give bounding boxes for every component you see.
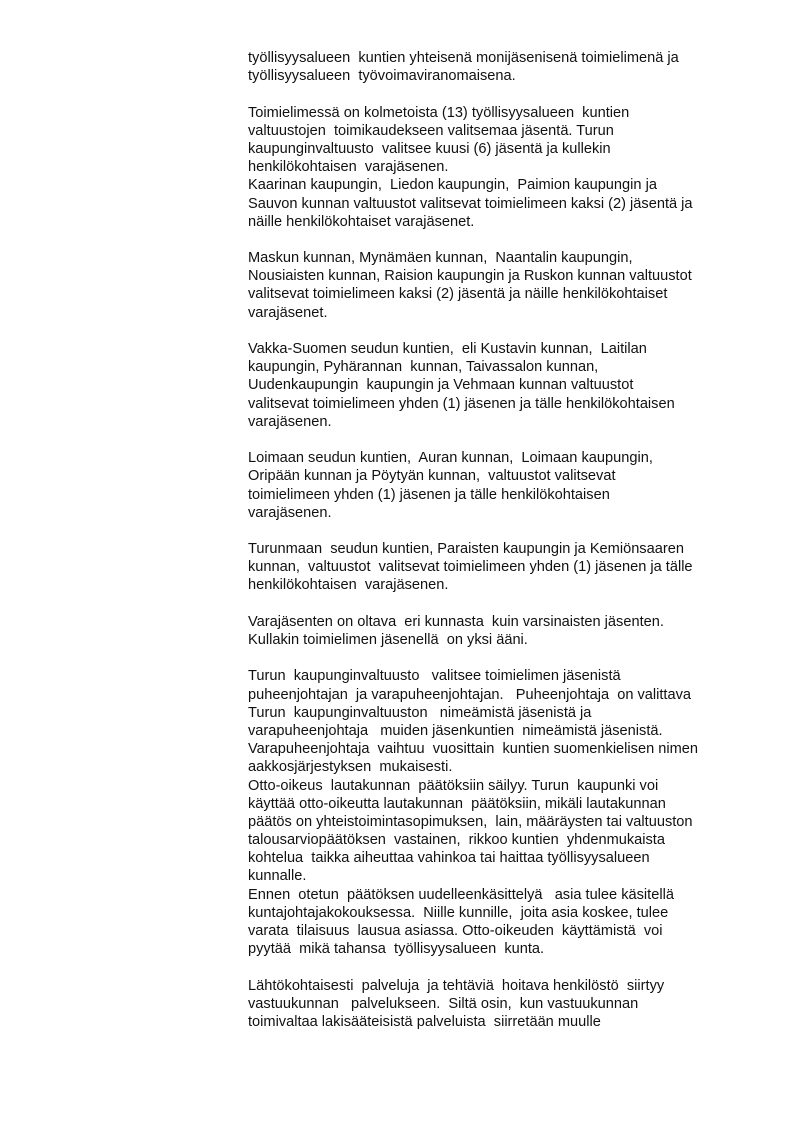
text-line: varajäsenet.	[248, 304, 328, 321]
text-line: varajäsenen.	[248, 413, 332, 430]
text-line: henkilökohtaisen varajäsenen.	[248, 159, 449, 176]
text-line: kaupungin, Pyhärannan kunnan, Taivassalon kunnan,	[248, 359, 599, 376]
text-line: Turun kaupunginvaltuusto valitsee toimielimen jäsenistä	[248, 668, 621, 685]
paragraph-spacer	[248, 85, 748, 103]
text-line: Varapuheenjohtaja vaihtuu vuosittain kuntien suomenkielisen nimen	[248, 741, 698, 758]
text-line: valtuustojen toimikaudekseen valitsemaa jäsentä. Turun	[248, 122, 614, 139]
text-line: kunnalle.	[248, 868, 307, 885]
text-line: Maskun kunnan, Mynämäen kunnan, Naantalin kaupungin,	[248, 250, 633, 267]
text-line: kuntajohtajakokouksessa. Niille kunnille, joita asia koskee, tulee	[248, 904, 669, 921]
paragraph-spacer	[248, 231, 748, 249]
text-line: Oripään kunnan ja Pöytyän kunnan, valtuustot valitsevat	[248, 468, 616, 485]
text-line: pyytää mikä tahansa työllisyysalueen kunta.	[248, 941, 545, 958]
text-line: Sauvon kunnan valtuustot valitsevat toimielimeen kaksi (2) jäsentä ja	[248, 195, 693, 212]
text-line: Toimielimessä on kolmetoista (13) työllisyysalueen kuntien	[248, 104, 630, 121]
text-line: toimielimeen yhden (1) jäsenen ja tälle henkilökohtaisen	[248, 486, 610, 503]
text-line: Loimaan seudun kuntien, Auran kunnan, Loimaan kaupungin,	[248, 450, 653, 467]
text-line: valitsevat toimielimeen kaksi (2) jäsentä ja näille henkilökohtaiset	[248, 286, 668, 303]
paragraph-spacer	[248, 522, 748, 540]
text-line: työllisyysalueen työvoimaviranomaisena.	[248, 68, 516, 85]
paragraph	[248, 49, 748, 85]
paragraph	[248, 977, 748, 1032]
paragraph-spacer	[248, 595, 748, 613]
text-line: Nousiaisten kunnan, Raision kaupungin ja Ruskon kunnan valtuustot	[248, 268, 692, 285]
text-line: Ennen otetun päätöksen uudelleenkäsittelyä asia tulee käsitellä	[248, 886, 674, 903]
text-line: Uudenkaupungin kaupungin ja Vehmaan kunnan valtuustot	[248, 377, 634, 394]
text-line: Varajäsenten on oltava eri kunnasta kuin varsinaisten jäsenten.	[248, 613, 664, 630]
paragraph	[248, 249, 748, 322]
text-line: henkilökohtaisen varajäsenen.	[248, 577, 449, 594]
paragraph	[248, 449, 748, 522]
text-line: valitsevat toimielimeen yhden (1) jäsenen ja tälle henkilökohtaisen	[248, 395, 675, 412]
text-line: aakkosjärjestyksen mukaisesti.	[248, 759, 453, 776]
text-line: käyttää otto-oikeutta lautakunnan päätöksiin, mikäli lautakunnan	[248, 795, 666, 812]
paragraph-spacer	[248, 958, 748, 976]
text-line: Lähtökohtaisesti palveluja ja tehtäviä hoitava henkilöstö siirtyy	[248, 977, 665, 994]
text-line: varata tilaisuus lausua asiassa. Otto-oikeuden käyttämistä voi	[248, 923, 663, 939]
text-line: vastuukunnan palvelukseen. Siltä osin, kun vastuukunnan	[248, 995, 639, 1012]
text-line: kohtelua taikka aiheuttaa vahinkoa tai haittaa työllisyysalueen	[248, 850, 650, 867]
text-line: Kaarinan kaupungin, Liedon kaupungin, Paimion kaupungin ja	[248, 177, 657, 194]
document-body	[248, 49, 748, 1031]
paragraph	[248, 540, 748, 595]
text-line: työllisyysalueen kuntien yhteisenä monijäsenisenä toimielimenä ja	[248, 50, 679, 66]
text-line: Kullakin toimielimen jäsenellä on yksi ääni.	[248, 632, 528, 648]
text-line: näille henkilökohtaiset varajäsenet.	[248, 213, 475, 230]
text-line: Turunmaan seudun kuntien, Paraisten kaupungin ja Kemiönsaaren	[248, 541, 684, 558]
paragraph	[248, 667, 748, 958]
paragraph-spacer	[248, 322, 748, 340]
text-line: Vakka-Suomen seudun kuntien, eli Kustavin kunnan, Laitilan	[248, 341, 647, 357]
text-line: Turun kaupunginvaltuuston nimeämistä jäsenistä ja	[248, 704, 592, 721]
text-line: kunnan, valtuustot valitsevat toimielimeen yhden (1) jäsenen ja tälle	[248, 559, 693, 576]
paragraph	[248, 613, 748, 649]
paragraph-spacer	[248, 431, 748, 449]
paragraph	[248, 340, 748, 431]
text-line: kaupunginvaltuusto valitsee kuusi (6) jäsentä ja kullekin	[248, 140, 611, 157]
text-line: varajäsenen.	[248, 504, 332, 521]
text-line: talousarviopäätöksen vastainen, rikkoo kuntien yhdenmukaista	[248, 832, 665, 849]
paragraph-spacer	[248, 649, 748, 667]
text-line: puheenjohtajan ja varapuheenjohtajan. Puheenjohtaja on valittava	[248, 686, 692, 703]
paragraph	[248, 104, 748, 231]
text-line: varapuheenjohtaja muiden jäsenkuntien nimeämistä jäsenistä.	[248, 722, 663, 739]
text-line: toimivaltaa lakisääteisistä palveluista siirretään muulle	[248, 1013, 601, 1030]
text-line: päätös on yhteistoimintasopimuksen, lain, määräysten tai valtuuston	[248, 813, 693, 830]
text-line: Otto-oikeus lautakunnan päätöksiin säilyy. Turun kaupunki voi	[248, 777, 659, 794]
